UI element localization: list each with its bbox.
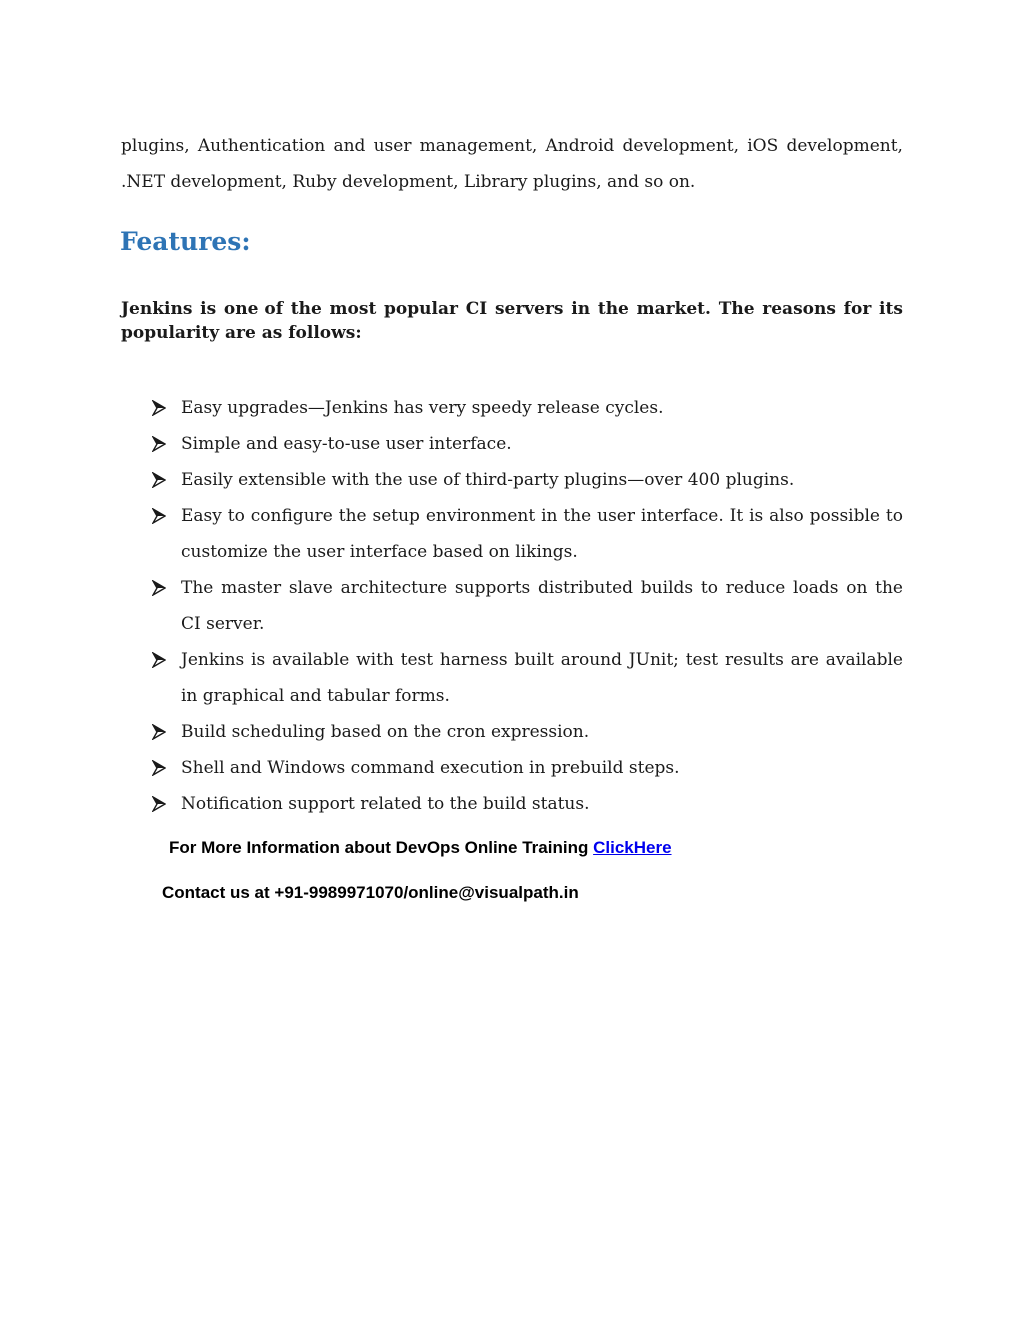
word: the (290, 299, 322, 319)
word: supports (454, 578, 531, 598)
feature-item-line: CI server. (181, 614, 265, 634)
word: the (563, 506, 592, 526)
word: management, (419, 136, 538, 156)
arrowhead-bullet-icon (152, 400, 166, 416)
arrowhead-bullet-icon (152, 652, 166, 668)
more-info-text: For More Information about DevOps Online Training (169, 838, 594, 857)
word: The (718, 299, 755, 319)
features-lead-paragraph (121, 297, 903, 345)
word: development, (786, 136, 903, 156)
word: is (749, 506, 764, 526)
word: reduce (725, 578, 786, 598)
click-here-link[interactable]: ClickHere (593, 838, 672, 857)
feature-item (150, 714, 903, 750)
feature-item (150, 642, 903, 714)
word: available (272, 650, 350, 670)
feature-item (150, 390, 903, 426)
word: on (846, 578, 868, 598)
arrowhead-bullet-icon (152, 760, 166, 776)
feature-item-line: Notification support related to the build status. (181, 794, 590, 814)
word: available (825, 650, 903, 670)
word: built (514, 650, 554, 670)
feature-item (150, 462, 903, 498)
word: harness (439, 650, 508, 670)
word: iOS (747, 136, 779, 156)
lead-line-2: popularity are as follows: (121, 323, 362, 343)
word: and (333, 136, 366, 156)
feature-item-line: in graphical and tabular forms. (181, 686, 450, 706)
word: It (729, 506, 744, 526)
word: Android (545, 136, 615, 156)
feature-item (150, 786, 903, 822)
lead-line-1 (121, 297, 903, 321)
features-heading: Features: (120, 227, 251, 256)
feature-item-line (181, 570, 903, 606)
word: popular (384, 299, 458, 319)
word: master (221, 578, 282, 598)
word: user (597, 506, 635, 526)
word: configure (250, 506, 333, 526)
arrowhead-bullet-icon (152, 796, 166, 812)
word: test (685, 650, 719, 670)
word: test (400, 650, 434, 670)
word: builds (640, 578, 694, 598)
feature-item-line: customize the user interface based on likings. (181, 542, 578, 562)
feature-item-line: Build scheduling based on the cron expression. (181, 722, 590, 742)
word: plugins, (121, 136, 190, 156)
feature-item-line (181, 642, 903, 678)
word: reasons (762, 299, 836, 319)
word: servers (494, 299, 564, 319)
word: is (251, 650, 266, 670)
word: in (571, 299, 591, 319)
arrowhead-bullet-icon (152, 436, 166, 452)
word: JUnit; (628, 650, 679, 670)
word: architecture (340, 578, 448, 598)
word: is (200, 299, 217, 319)
word: CI (465, 299, 488, 319)
intro-paragraph (121, 128, 903, 200)
word: the (597, 299, 629, 319)
word: its (879, 299, 903, 319)
word: with (356, 650, 394, 670)
word: are (790, 650, 819, 670)
word: to (227, 506, 245, 526)
feature-item-line: Shell and Windows command execution in prebuild steps. (181, 758, 680, 778)
intro-line-1 (121, 128, 903, 164)
word: around (560, 650, 622, 670)
word: the (875, 578, 903, 598)
word: Authentication (197, 136, 326, 156)
feature-item (150, 426, 903, 462)
word: development, (622, 136, 740, 156)
word: also (769, 506, 804, 526)
word: in (541, 506, 558, 526)
word: Jenkins (181, 650, 245, 670)
word: loads (793, 578, 839, 598)
word: possible (809, 506, 880, 526)
word: the (338, 506, 367, 526)
arrowhead-bullet-icon (152, 508, 166, 524)
word: market. (636, 299, 711, 319)
feature-item (150, 750, 903, 786)
contact-line: Contact us at +91-9989971070/online@visualpath.in (162, 883, 579, 902)
arrowhead-bullet-icon (152, 724, 166, 740)
word: Jenkins (121, 299, 193, 319)
features-list (150, 390, 903, 822)
word: for (843, 299, 872, 319)
feature-item-line: Easy upgrades—Jenkins has very speedy release cycles. (181, 398, 664, 418)
word: results (724, 650, 784, 670)
feature-item-line: Simple and easy-to-use user interface. (181, 434, 512, 454)
word: The (181, 578, 214, 598)
word: setup (372, 506, 420, 526)
intro-line-2: .NET development, Ruby development, Library plugins, and so on. (121, 172, 696, 192)
word: one of (223, 299, 284, 319)
feature-item-line (181, 498, 903, 534)
feature-item-line: Easily extensible with the use of third-party plugins—over 400 plugins. (181, 470, 795, 490)
word: user (373, 136, 412, 156)
feature-item (150, 570, 903, 642)
arrowhead-bullet-icon (152, 580, 166, 596)
word: Easy (181, 506, 222, 526)
word: distributed (538, 578, 634, 598)
word: to (700, 578, 718, 598)
word: interface. (640, 506, 724, 526)
word: environment (425, 506, 536, 526)
word: to (885, 506, 903, 526)
word: slave (288, 578, 333, 598)
word: most (329, 299, 377, 319)
feature-item (150, 498, 903, 570)
more-info-line (169, 838, 672, 858)
arrowhead-bullet-icon (152, 472, 166, 488)
